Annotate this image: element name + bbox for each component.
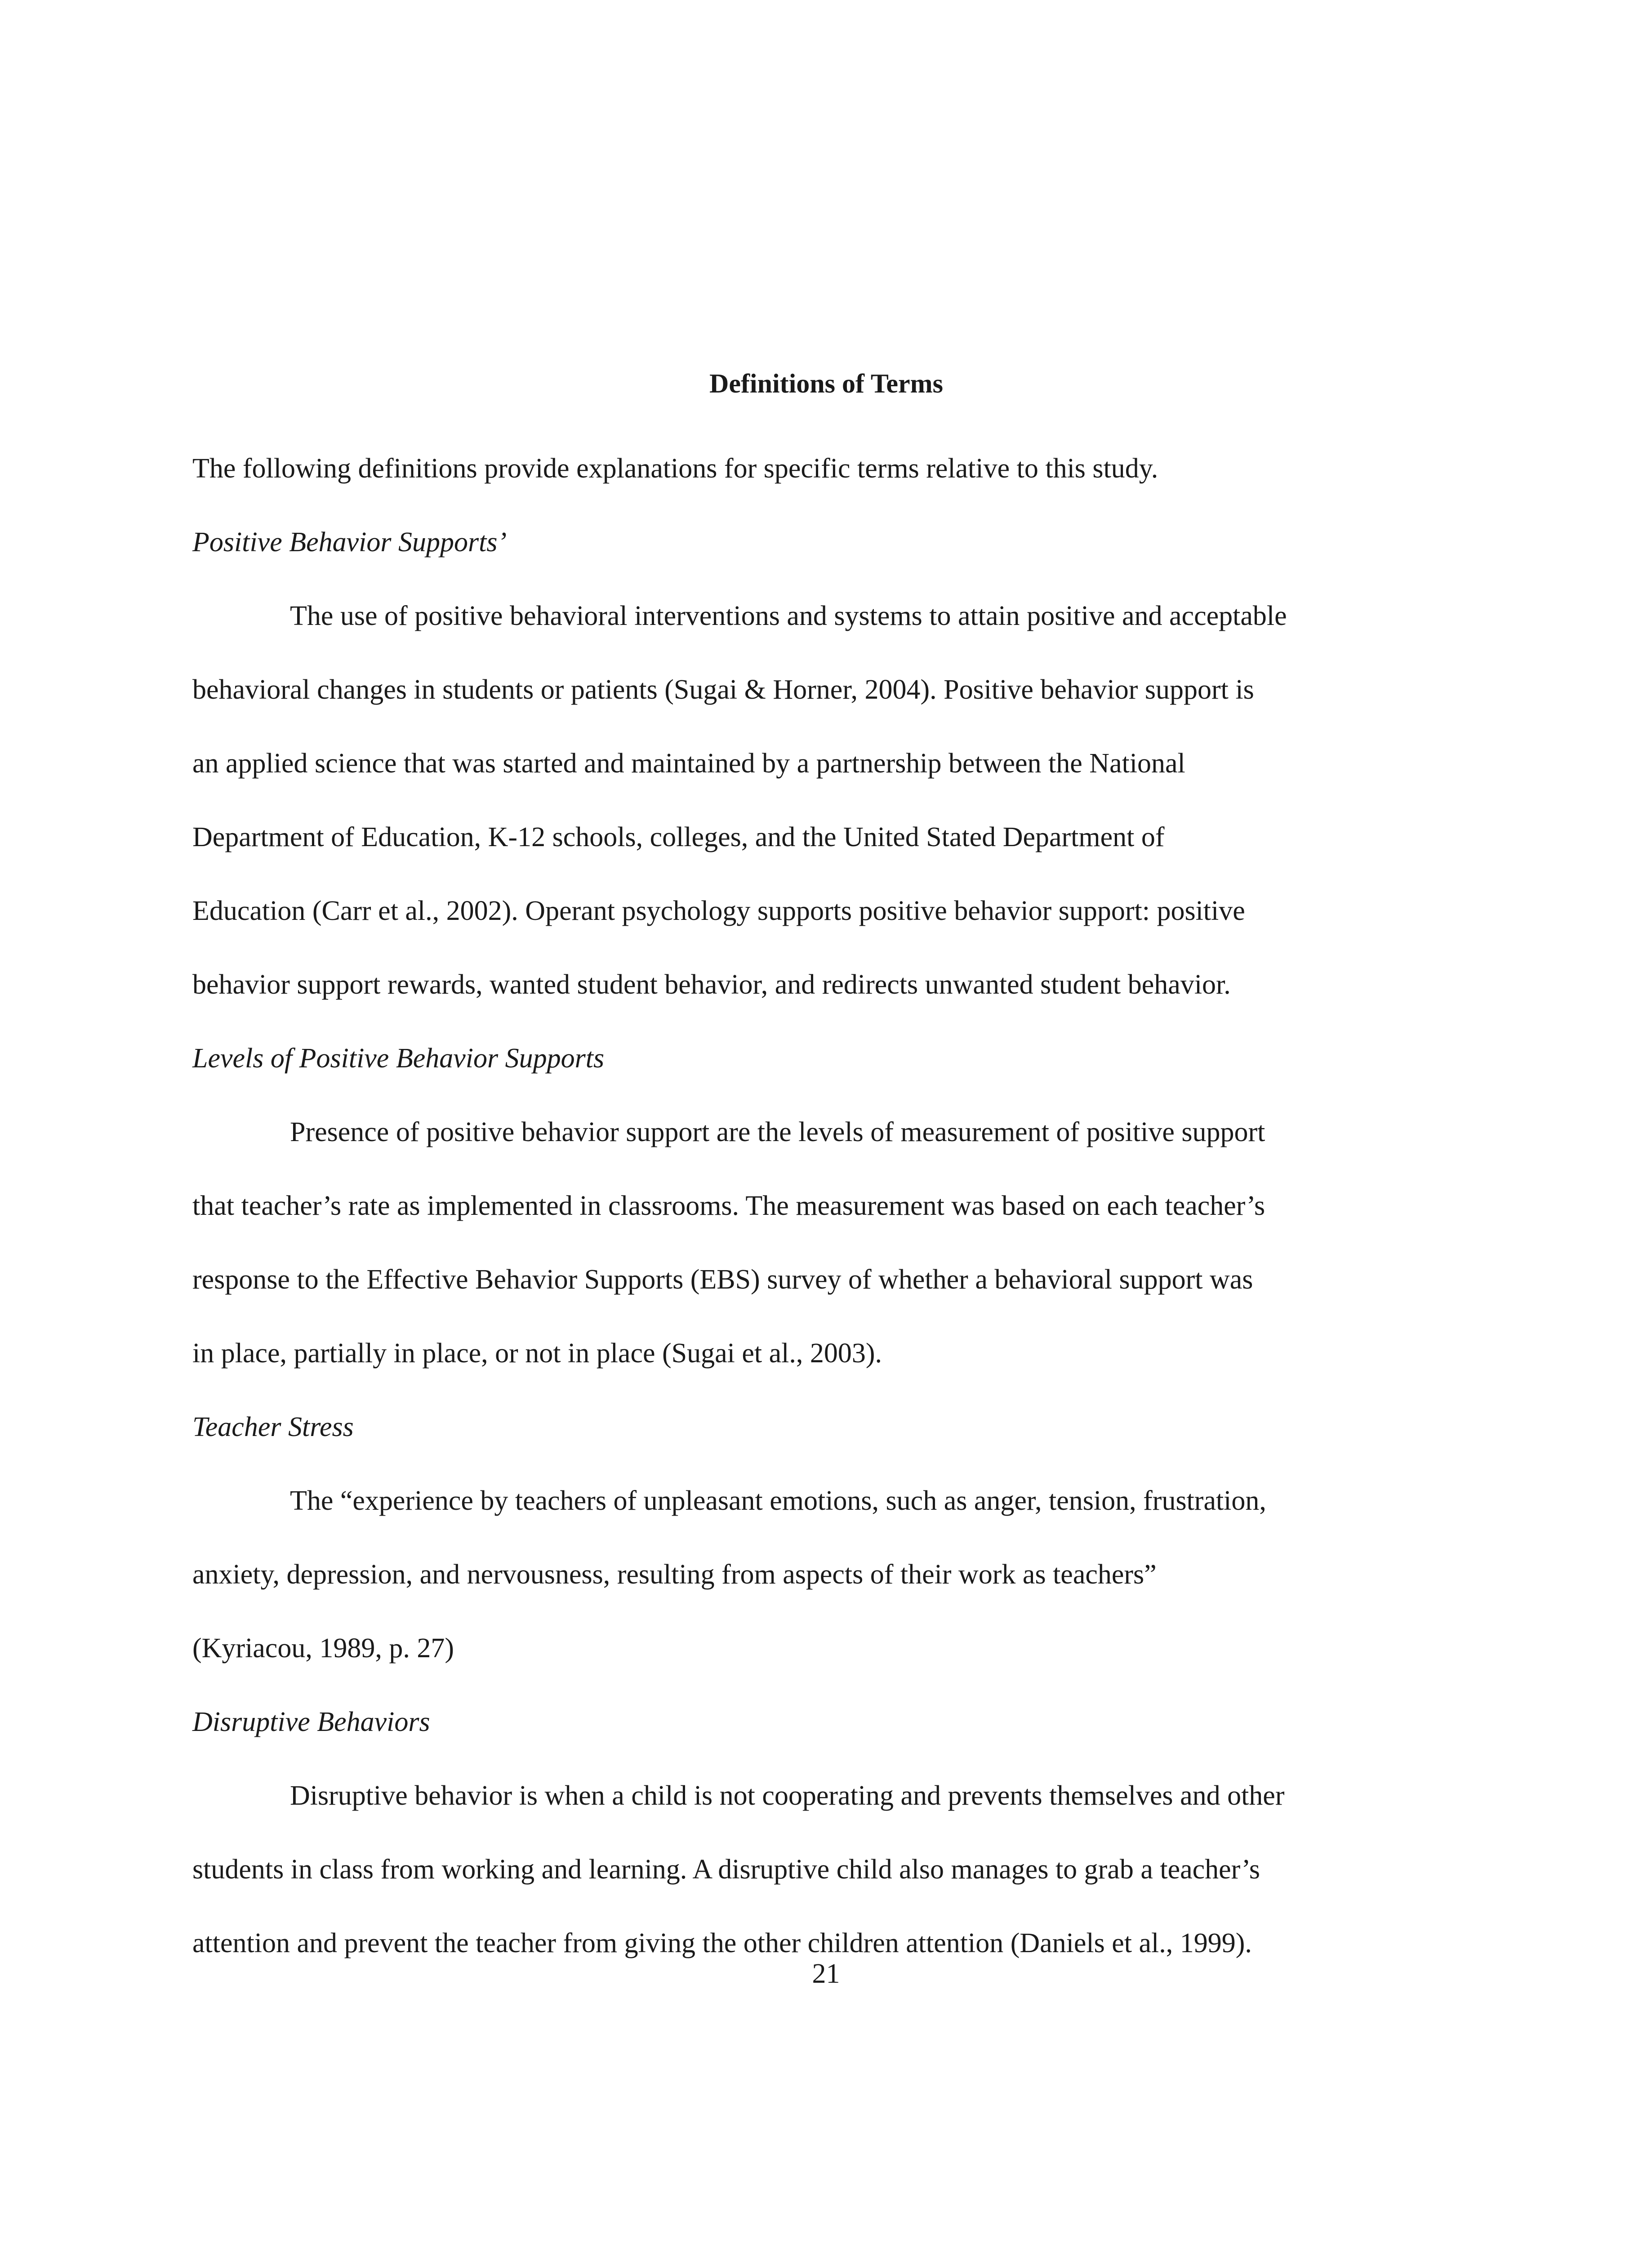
paragraph-line: (Kyriacou, 1989, p. 27) — [192, 1633, 454, 1664]
section-heading-levels-of-positive-behavior-supports: Levels of Positive Behavior Supports — [192, 1043, 605, 1074]
paragraph-line: The “experience by teachers of unpleasant emotions, such as anger, tension, frustration, — [290, 1485, 1266, 1516]
paragraph-line: Presence of positive behavior support are the levels of measurement of positive support — [290, 1117, 1265, 1147]
page-body — [192, 359, 1460, 1980]
section-heading-teacher-stress: Teacher Stress — [192, 1412, 354, 1442]
paragraph-line: behavior support rewards, wanted student behavior, and redirects unwanted student behavior. — [192, 969, 1231, 1000]
section-heading-positive-behavior-supports: Positive Behavior Supports’ — [192, 527, 507, 558]
page-title: Definitions of Terms — [709, 369, 944, 398]
paragraph-line: Department of Education, K-12 schools, colleges, and the United Stated Department of — [192, 822, 1165, 852]
paragraph-line: an applied science that was started and maintained by a partnership between the National — [192, 748, 1185, 779]
paragraph-line: that teacher’s rate as implemented in classrooms. The measurement was based on each teacher’s — [192, 1191, 1265, 1221]
paragraph-line: in place, partially in place, or not in place (Sugai et al., 2003). — [192, 1338, 882, 1369]
paragraph-line: response to the Effective Behavior Supports (EBS) survey of whether a behavioral support was — [192, 1264, 1253, 1295]
paragraph-line: students in class from working and learning. A disruptive child also manages to grab a teacher’s — [192, 1854, 1260, 1885]
paragraph-line: Education (Carr et al., 2002). Operant psychology supports positive behavior support: positive — [192, 896, 1245, 926]
paragraph-line: behavioral changes in students or patients (Sugai & Horner, 2004). Positive behavior support is — [192, 674, 1254, 705]
intro-paragraph: The following definitions provide explanations for specific terms relative to this study. — [192, 453, 1158, 484]
paragraph-line: anxiety, depression, and nervousness, resulting from aspects of their work as teachers” — [192, 1559, 1157, 1590]
section-heading-disruptive-behaviors: Disruptive Behaviors — [192, 1707, 430, 1737]
page-number: 21 — [812, 1958, 840, 1989]
paragraph-line: attention and prevent the teacher from giving the other children attention (Daniels et al., 1999). — [192, 1928, 1252, 1958]
paragraph-line: The use of positive behavioral interventions and systems to attain positive and acceptable — [290, 601, 1287, 631]
paragraph-line: Disruptive behavior is when a child is not cooperating and prevents themselves and other — [290, 1780, 1285, 1811]
